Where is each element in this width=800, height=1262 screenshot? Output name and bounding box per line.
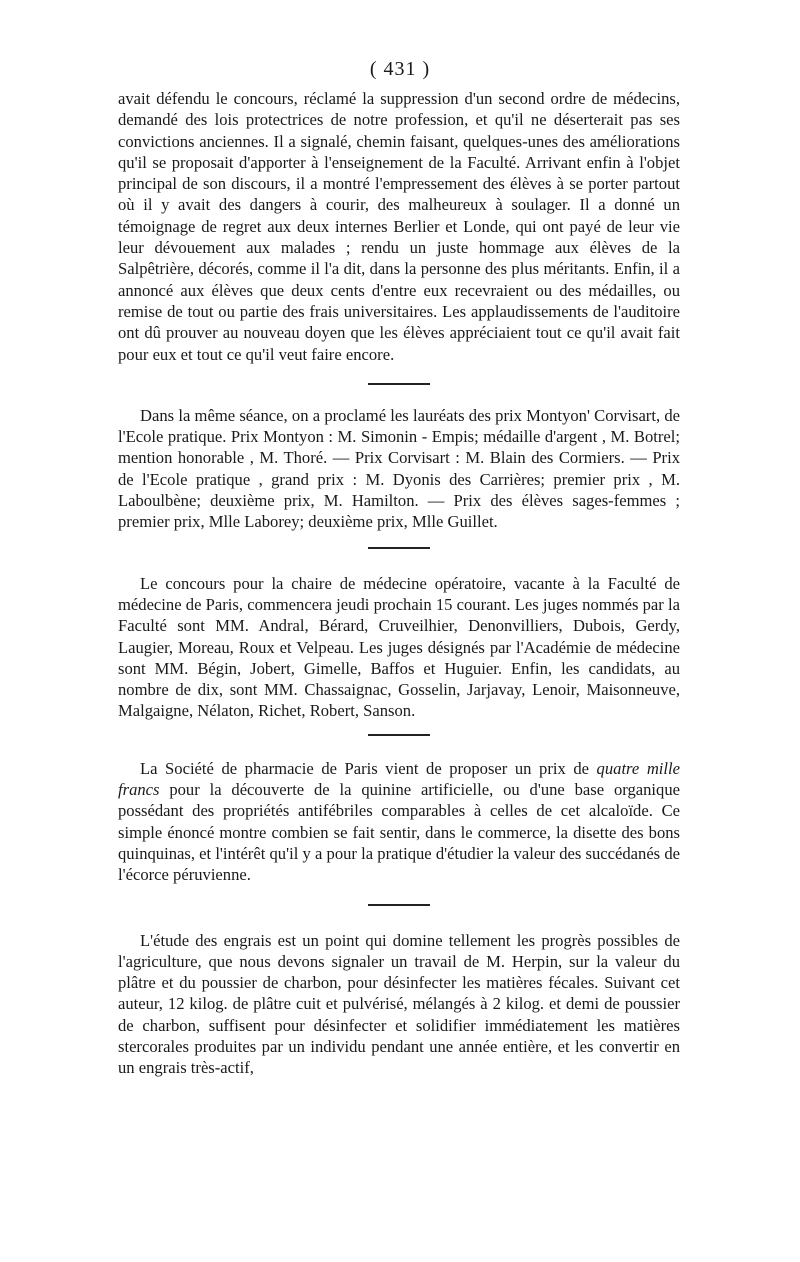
paragraph-prize-winners: Dans la même séance, on a proclamé les lauréats des prix Montyon' Corvisart, de l'Ecole pratique. Prix Montyon : M. Simonin - Empis; médaille d'argent , M. Botrel; mention honorable , M. Thoré. — Prix Corvisart : M. Blain des Cormiers. — Prix de l'Ecole pratique , grand prix : M. Dyonis des Carrières; premier prix , M. Laboulbène; deuxième prix, M. Hamilton. — Prix des élèves sages-femmes ; premier prix, Mlle Laborey; deuxième prix, Mlle Guillet. (118, 405, 680, 532)
paragraph-pharmacy-prize (118, 758, 680, 886)
paragraph-surgery-chair-contest: Le concours pour la chaire de médecine opératoire, vacante à la Faculté de médecine de Paris, commencera jeudi prochain 15 courant. Les juges nommés par la Faculté sont MM. Andral, Bérard, Cruveilhier, Denonvilliers, Dubois, Gerdy, Laugier, Moreau, Roux et Velpeau. Les juges désignés par l'Académie de médecine sont MM. Bégin, Jobert, Gimelle, Baffos et Huguier. Enfin, les candidats, au nombre de dix, sont MM. Chassaignac, Gosselin, Jarjavay, Lenoir, Maisonneuve, Malgaigne, Nélaton, Richet, Robert, Sanson. (118, 573, 680, 721)
page-body (118, 88, 680, 1079)
section-separator (368, 904, 430, 906)
section-separator (368, 383, 430, 385)
section-separator (368, 734, 430, 736)
section-separator (368, 547, 430, 549)
page-number: ( 431 ) (369, 58, 431, 80)
paragraph-dean-speech: avait défendu le concours, réclamé la suppression d'un second ordre de médecins, demandé des lois protectrices de notre profession, et qu'il ne déserterait pas ses convictions anciennes. Il a signalé, chemin faisant, quelques-unes des améliorations qu'il se proposait d'apporter à l'enseignement de la Faculté. Arrivant enfin à l'objet principal de son discours, il a montré l'empressement des élèves à se porter partout où il y avait des dangers à courir, des malheureux à soulager. Il a donné un témoignage de regret aux deux internes Berlier et Londe, qui ont payé de leur vie leur dévouement aux malades ; rendu un juste hommage aux élèves de la Salpêtrière, décorés, comme il l'a dit, dans la personne des plus méritants. Enfin, il a annoncé aux élèves que deux cents d'entre eux recevraient ou des médailles, ou remise de tout ou partie des frais universitaires. Les applaudissements de l'auditoire ont dû prouver au nouveau doyen que les élèves appréciaient tout ce qu'il avait fait pour eux et tout ce qu'il veut faire encore. (118, 89, 680, 364)
pharmacy-prize-text-start: La Société de pharmacie de Paris vient de proposer un prix de (140, 758, 597, 778)
pharmacy-prize-text-end: pour la découverte de la quinine artificielle, ou d'une base organique possédant des propriétés antifébriles comparables à celles de cet alcaloïde. Ce simple énoncé montre combien se fait sentir, dans le commerce, la disette des bons quinquinas, et l'intérêt qu'il y a pour la pratique d'étudier la valeur des succédanés de l'écorce péruvienne. (118, 780, 680, 885)
paragraph-fertilizer-study: L'étude des engrais est un point qui domine tellement les progrès possibles de l'agriculture, que nous devons signaler un travail de M. Herpin, sur la valeur du plâtre et du poussier de charbon, pour désinfecter les matières fécales. Suivant cet auteur, 12 kilog. de plâtre cuit et pulvérisé, mélangés à 2 kilog. et demi de poussier de charbon, suffisent pour désinfecter et solidifier immédiatement les matières stercorales produites par un individu pendant une année entière, et les convertir en un engrais très-actif, (118, 930, 680, 1078)
pharmacy-prize-amount: quatre mille francs (118, 758, 680, 800)
